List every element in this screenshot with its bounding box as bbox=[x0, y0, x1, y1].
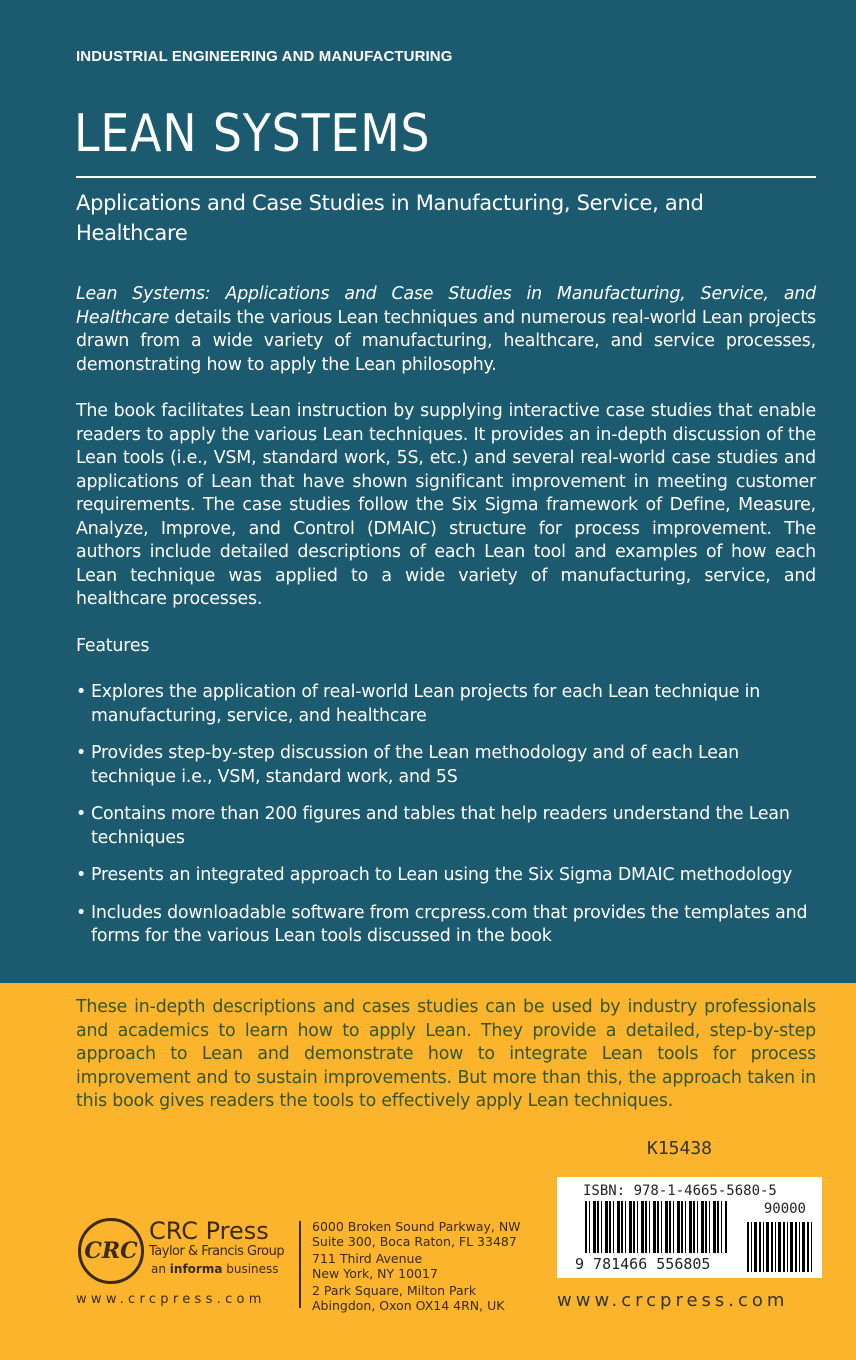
intro-title: Lean Systems: Applications and Case Studies in Manufacturing, Service, and Healthcare bbox=[76, 284, 816, 328]
addon-bars bbox=[747, 1222, 813, 1272]
series-label: INDUSTRIAL ENGINEERING AND MANUFACTURING bbox=[76, 48, 453, 65]
catalog-code: K15438 bbox=[647, 1138, 713, 1159]
address-line: Suite 300, Boca Raton, FL 33487 bbox=[312, 1233, 517, 1249]
closing-paragraph: These in-depth descriptions and cases studies can be used by industry professionals and academics to learn how to apply Lean. They provide a detailed, step-by-step approach to Lean and demonstrate how to integrate Lean tools for process improvement and to sustain improvements. But more than this, the approach taken in this book gives readers the tools to effectively apply Lean techniques. bbox=[76, 997, 816, 1111]
addresses bbox=[312, 1220, 521, 1316]
title-divider bbox=[76, 176, 816, 178]
intro-paragraph bbox=[76, 283, 816, 377]
features-list bbox=[76, 681, 816, 949]
tagline-brand: informa bbox=[169, 1262, 223, 1276]
features-heading: Features bbox=[76, 635, 150, 656]
address-line: New York, NY 10017 bbox=[312, 1265, 438, 1281]
paragraph-2: The book facilitates Lean instruction by supplying interactive case studies that enable readers to apply the various Lean techniques. It provides an in-depth discussion of the Lean tools (i.e., VSM, standard work, 5S, etc.) and several real-world case studies and applications of Lean that have shown significant improvement in meeting customer requirements. The case studies follow the Six Sigma framework of Define, Measure, Analyze, Improve, and Control (DMAIC) structure for process improvement. The authors include detailed descriptions of each Lean tool and examples of how each Lean technique was applied to a wide variety of manufacturing, service, and healthcare processes. bbox=[76, 401, 816, 609]
book-subtitle: Applications and Case Studies in Manufacturing, Service, and Healthcare bbox=[76, 191, 704, 245]
description bbox=[76, 283, 816, 963]
tagline-post: business bbox=[222, 1262, 279, 1276]
address bbox=[312, 1284, 521, 1313]
book-title: LEAN SYSTEMS bbox=[74, 104, 431, 164]
address-line: 2 Park Square, Milton Park bbox=[312, 1283, 477, 1298]
address-line: 6000 Broken Sound Parkway, NW bbox=[312, 1219, 521, 1234]
website-url[interactable]: www.crcpress.com bbox=[557, 1290, 789, 1311]
crc-logo: CRC bbox=[78, 1218, 144, 1284]
feature-item: • Includes downloadable software from crcpress.com that provides the templates and forms for the various Lean tools discussed in the book bbox=[76, 902, 816, 949]
price-addon: 90000 bbox=[763, 1201, 806, 1217]
barcode-digits: 9 781466 556805 bbox=[575, 1255, 711, 1273]
isbn-text: ISBN: 978-1-4665-5680-5 bbox=[583, 1183, 777, 1199]
address-line: 711 Third Avenue bbox=[312, 1251, 423, 1266]
address bbox=[312, 1220, 521, 1249]
publisher-group: Taylor & Francis Group bbox=[149, 1244, 285, 1259]
isbn-barcode bbox=[557, 1177, 822, 1278]
feature-item: • Explores the application of real-world Lean projects for each Lean technique in manufacturing, service, and healthcare bbox=[76, 681, 816, 728]
publisher-name: CRC Press bbox=[149, 1217, 269, 1245]
feature-item: • Contains more than 200 figures and tables that help readers understand the Lean techniques bbox=[76, 803, 816, 850]
publisher-block bbox=[149, 1218, 284, 1276]
tagline-pre: an bbox=[151, 1262, 170, 1276]
divider bbox=[299, 1221, 301, 1308]
feature-item: • Provides step-by-step discussion of the Lean methodology and of each Lean technique i.e., VSM, standard work, and 5S bbox=[76, 742, 816, 789]
intro-text: details the various Lean techniques and numerous real-world Lean projects drawn from a wide variety of manufacturing, healthcare, and service processes, demonstrating how to apply the Lean philosophy. bbox=[76, 307, 816, 375]
address bbox=[312, 1252, 521, 1281]
informa-tagline bbox=[151, 1262, 284, 1276]
barcode-bars bbox=[585, 1201, 727, 1253]
feature-item: • Presents an integrated approach to Lean using the Six Sigma DMAIC methodology bbox=[76, 864, 816, 888]
publisher-url[interactable]: www.crcpress.com bbox=[76, 1292, 266, 1307]
address-line: Abingdon, Oxon OX14 4RN, UK bbox=[312, 1297, 505, 1313]
